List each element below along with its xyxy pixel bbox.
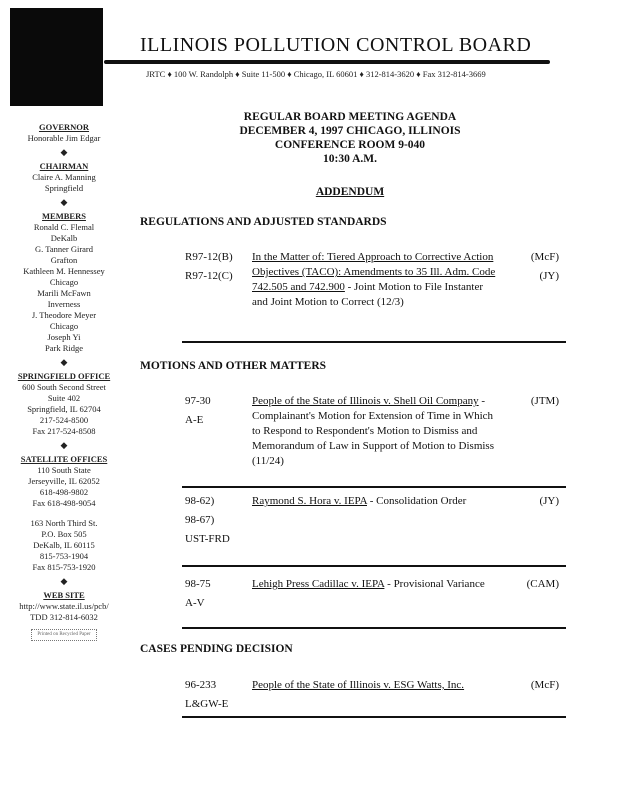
governor-heading: GOVERNOR: [38, 122, 90, 132]
case-numbers: [185, 394, 251, 428]
governor-name: Honorable Jim Edgar: [27, 133, 101, 143]
agenda-room: CONFERENCE ROOM 9-040: [274, 139, 426, 151]
case-description: [252, 250, 498, 310]
item-divider: [182, 627, 566, 629]
item-divider: [182, 716, 566, 718]
springfield-address-line: Suite 402: [47, 393, 81, 403]
member-name: Kathleen M. Hennessey: [23, 266, 105, 276]
chairman-city: Springfield: [44, 183, 84, 193]
board-logo-block: [10, 8, 103, 106]
recycled-paper-note: Printed on Recycled Paper: [31, 629, 97, 641]
item-divider: [182, 565, 566, 567]
case-type: A-E: [185, 414, 204, 426]
springfield-office-heading: SPRINGFIELD OFFICE: [17, 371, 111, 381]
attorney-initials: (McF): [530, 251, 559, 263]
agenda-item-97-30: [185, 394, 565, 474]
member-city: Grafton: [50, 255, 78, 265]
case-title: People of the State of Illinois v. ESG Watts, Inc.: [252, 679, 465, 691]
satellite-offices-heading: SATELLITE OFFICES: [20, 454, 108, 464]
web-site-heading: WEB SITE: [43, 590, 85, 600]
case-title: In the Matter of: Tiered Approach to Corrective Action Objectives (TACO): Amendments to 35 Ill. Adm. Code 742.505 and 742.900: [252, 251, 496, 293]
satellite-phone: 815-753-1904: [39, 551, 89, 561]
case-title: Lehigh Press Cadillac v. IEPA: [252, 578, 385, 590]
springfield-address-line: Springfield, IL 62704: [27, 404, 101, 414]
agenda-item-98-75: [185, 577, 565, 617]
satellite-address-line: 110 South State: [37, 465, 91, 475]
section-regulations-heading: REGULATIONS AND ADJUSTED STANDARDS: [140, 216, 387, 228]
chairman-name: Claire A. Manning: [32, 172, 96, 182]
diamond-divider-icon: ◆: [60, 576, 68, 586]
case-action: - Joint Motion to File Instanter and Joint Motion to Correct (12/3): [252, 281, 483, 308]
member-name: J. Theodore Meyer: [31, 310, 97, 320]
agenda-item-96-233: [185, 678, 565, 714]
attorney-initials: (CAM): [526, 578, 559, 590]
satellite-address-line: P.O. Box 505: [41, 529, 87, 539]
satellite-fax: Fax 618-498-9054: [32, 498, 96, 508]
attorney-initials: (McF): [530, 679, 559, 691]
agenda-time: 10:30 A.M.: [323, 153, 377, 165]
case-title: Raymond S. Hora v. IEPA: [252, 495, 367, 507]
case-number: R97-12(B): [185, 251, 233, 263]
springfield-address-line: 600 South Second Street: [22, 382, 106, 392]
member-city: Chicago: [49, 277, 79, 287]
case-number: R97-12(C): [185, 270, 233, 282]
sidebar-directory: [0, 120, 128, 641]
member-name: Joseph Yi: [47, 332, 81, 342]
case-number: 98-75: [185, 578, 211, 590]
case-numbers: [185, 678, 251, 712]
attorney-initials: [499, 250, 559, 284]
agenda-item-98-62: [185, 494, 565, 554]
case-description: [252, 577, 498, 592]
case-type: UST-FRD: [185, 533, 230, 545]
section-motions-heading: MOTIONS AND OTHER MATTERS: [140, 360, 327, 372]
agenda-item-r97-12: [185, 250, 565, 330]
attorney-initials: (JTM): [530, 395, 559, 407]
case-action: - Complainant's Motion for Extension of Time in Which to Respond to Respondent's Motion to Dismiss and Memorandum of Law in Support of Motion to Dismiss (11/24): [252, 395, 494, 467]
satellite-fax: Fax 815-753-1920: [32, 562, 96, 572]
case-action: - Provisional Variance: [384, 578, 485, 590]
satellite-address-line: Jerseyville, IL 62052: [28, 476, 100, 486]
case-type: A-V: [185, 597, 205, 609]
member-name: Ronald C. Flemal: [33, 222, 95, 232]
case-description: [252, 394, 498, 469]
case-action: - Consolidation Order: [367, 495, 467, 507]
letterhead-rule: [104, 60, 550, 64]
board-address-line: JRTC ♦ 100 W. Randolph ♦ Suite 11-500 ♦ Chicago, IL 60601 ♦ 312-814-3620 ♦ Fax 312-814-3669: [146, 69, 486, 79]
case-number: 98-67): [185, 514, 215, 526]
diamond-divider-icon: ◆: [60, 147, 68, 157]
web-site-url[interactable]: http://www.state.il.us/pcb/: [19, 601, 109, 611]
member-city: Inverness: [47, 299, 81, 309]
attorney-initials: (JY): [539, 495, 559, 507]
case-description: [252, 494, 498, 509]
member-city: Park Ridge: [44, 343, 83, 353]
attorney-initials: (JY): [539, 270, 559, 282]
board-name-heading: ILLINOIS POLLUTION CONTROL BOARD: [140, 34, 532, 56]
springfield-fax: Fax 217-524-8508: [32, 426, 96, 436]
case-numbers: [185, 250, 251, 284]
case-description: [252, 678, 498, 693]
springfield-phone: 217-524-8500: [39, 415, 89, 425]
member-city: Chicago: [49, 321, 79, 331]
case-numbers: [185, 577, 251, 611]
case-number: 98-62): [185, 495, 215, 507]
satellite-address-line: 163 North Third St.: [30, 518, 98, 528]
agenda-heading: [150, 110, 550, 166]
case-numbers: [185, 494, 251, 547]
members-heading: MEMBERS: [42, 211, 86, 221]
member-name: G. Tanner Girard: [34, 244, 94, 254]
addendum-heading: ADDENDUM: [315, 186, 385, 198]
member-name: Marili McFawn: [37, 288, 91, 298]
agenda-title: REGULAR BOARD MEETING AGENDA: [243, 111, 457, 123]
section-pending-heading: CASES PENDING DECISION: [140, 643, 293, 655]
diamond-divider-icon: ◆: [60, 357, 68, 367]
diamond-divider-icon: ◆: [60, 197, 68, 207]
diamond-divider-icon: ◆: [60, 440, 68, 450]
case-title: People of the State of Illinois v. Shell Oil Company: [252, 395, 479, 407]
satellite-address-line: DeKalb, IL 60115: [33, 540, 95, 550]
chairman-heading: CHAIRMAN: [39, 161, 89, 171]
case-type: L&GW-E: [185, 698, 229, 710]
item-divider: [182, 341, 566, 343]
member-city: DeKalb: [50, 233, 78, 243]
tdd-number: TDD 312-814-6032: [30, 612, 98, 622]
case-number: 96-233: [185, 679, 217, 691]
case-number: 97-30: [185, 395, 211, 407]
satellite-phone: 618-498-9802: [39, 487, 89, 497]
item-divider: [182, 486, 566, 488]
agenda-date-line: DECEMBER 4, 1997 CHICAGO, ILLINOIS: [239, 125, 461, 137]
